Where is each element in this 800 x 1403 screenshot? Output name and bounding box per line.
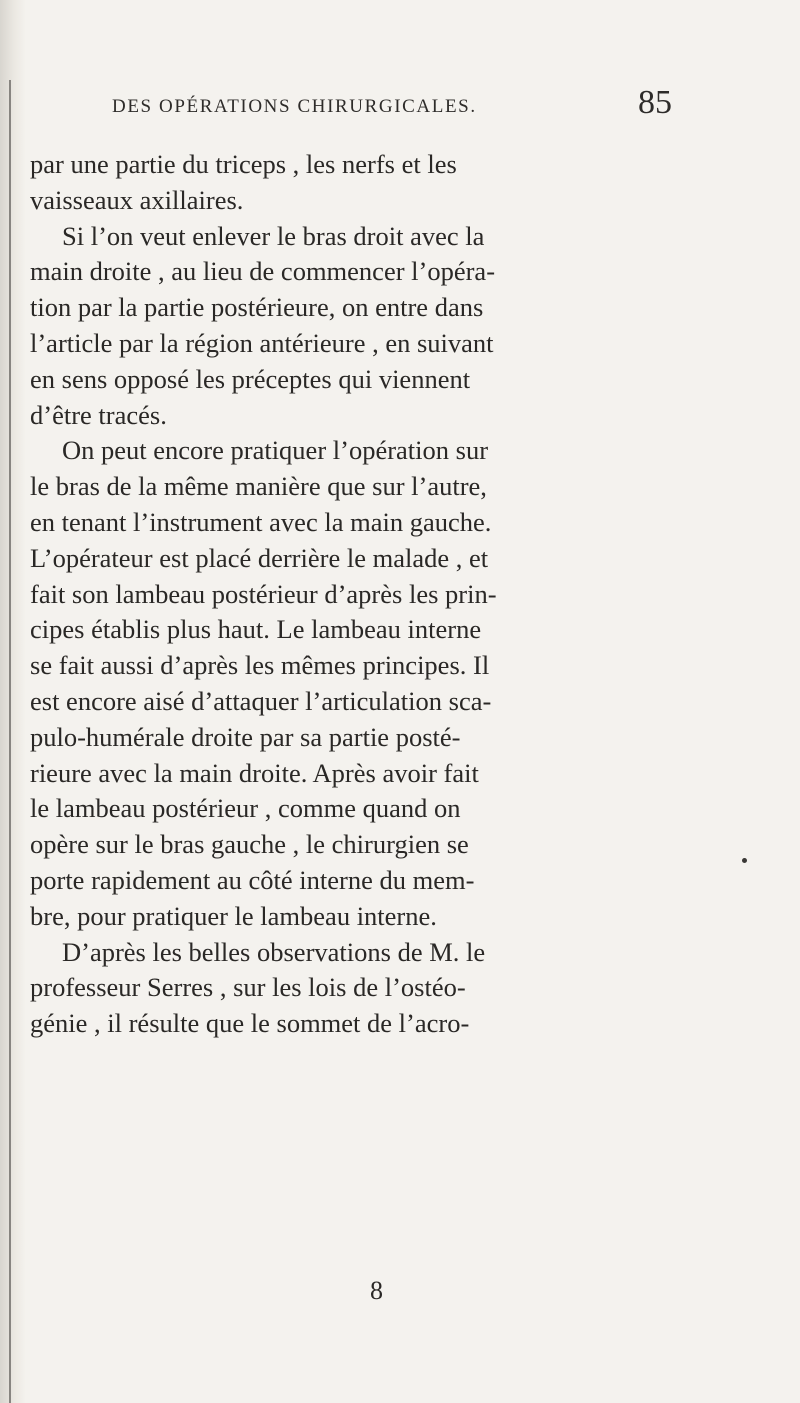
ink-speck <box>742 858 747 863</box>
text-line: opère sur le bras gauche , le chirurgien se <box>30 829 469 860</box>
text-line: est encore aisé d’attaquer l’articulation sca- <box>30 685 492 716</box>
text-line: génie , il résulte que le sommet de l’acro- <box>30 1008 470 1039</box>
text-line: tion par la partie postérieure, on entre dans <box>30 292 484 323</box>
page-header <box>112 80 672 140</box>
body-text <box>30 147 690 1042</box>
signature-mark: 8 <box>370 1276 383 1305</box>
text-line: rieure avec la main droite. Après avoir fait <box>30 757 479 788</box>
text-line: le lambeau postérieur , comme quand on <box>30 793 461 824</box>
text-line: en sens opposé les préceptes qui viennent <box>30 363 471 394</box>
text-line: fait son lambeau postérieur d’après les prin- <box>30 578 497 609</box>
text-line: L’opérateur est placé derrière le malade , et <box>30 542 489 573</box>
page-number: 85 <box>638 84 672 121</box>
text-line: porte rapidement au côté interne du mem- <box>30 864 475 895</box>
text-line: Si l’on veut enlever le bras droit avec la <box>62 220 485 251</box>
text-line: le bras de la même manière que sur l’autre, <box>30 471 487 502</box>
text-line: par une partie du triceps , les nerfs et les <box>30 149 457 179</box>
running-head: DES OPÉRATIONS CHIRURGICALES. <box>112 96 477 117</box>
binding-edge <box>9 80 11 1403</box>
text-line: bre, pour pratiquer le lambeau interne. <box>30 900 437 931</box>
text-line: professeur Serres , sur les lois de l’ostéo- <box>30 972 466 1003</box>
text-line: vaisseaux axillaires. <box>30 184 244 215</box>
text-line: l’article par la région antérieure , en suivant <box>30 327 494 358</box>
page-gutter-shadow <box>0 0 26 1403</box>
text-line: cipes établis plus haut. Le lambeau interne <box>30 614 482 645</box>
text-line: se fait aussi d’après les mêmes principes. Il <box>30 650 490 681</box>
text-line: en tenant l’instrument avec la main gauche. <box>30 506 492 537</box>
text-line: pulo-humérale droite par sa partie posté- <box>30 721 461 752</box>
text-line: main droite , au lieu de commencer l’opéra- <box>30 256 496 287</box>
text-line: d’être tracés. <box>30 399 167 430</box>
text-line: On peut encore pratiquer l’opération sur <box>62 435 489 466</box>
text-line: D’après les belles observations de M. le <box>62 936 486 967</box>
